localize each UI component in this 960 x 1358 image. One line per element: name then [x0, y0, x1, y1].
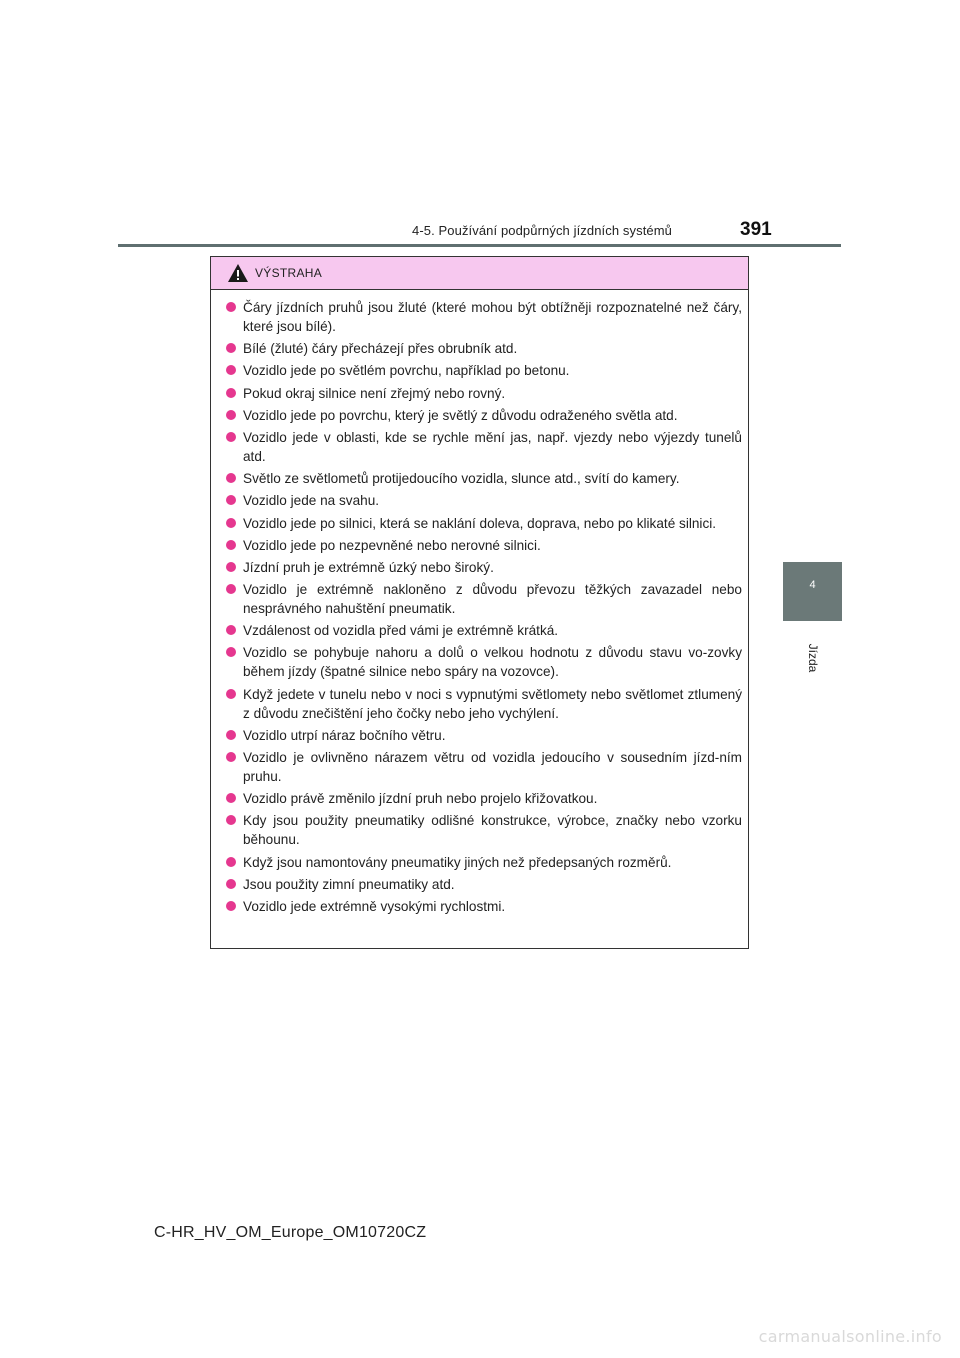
bullet-dot-icon: [226, 815, 236, 825]
bullet-dot-icon: [226, 540, 236, 550]
warning-list-item: [225, 384, 742, 403]
header-section-title: 4-5. Používání podpůrných jízdních systémů: [412, 223, 673, 238]
warning-triangle-icon: [227, 263, 249, 283]
bullet-dot-icon: [226, 388, 236, 398]
warning-list-item: [225, 853, 742, 872]
warning-list-item: [225, 789, 742, 808]
bullet-dot-icon: [226, 495, 236, 505]
warning-list-item: [225, 558, 742, 577]
warning-list-item: [225, 748, 742, 786]
watermark: carmanualsonline.info: [758, 1327, 942, 1346]
bullet-dot-icon: [226, 752, 236, 762]
warning-header: [211, 257, 748, 290]
warning-list-item-text: Vozidlo jede po silnici, která se naklání doleva, doprava, nebo po klikaté silnici.: [243, 515, 717, 531]
document-code: C-HR_HV_OM_Europe_OM10720CZ: [154, 1224, 427, 1241]
warning-list-item: [225, 811, 742, 849]
warning-list-item-text: Bílé (žluté) čáry přecházejí přes obrubník atd.: [243, 341, 518, 357]
bullet-dot-icon: [226, 584, 236, 594]
warning-list-item-text: Čáry jízdních pruhů jsou žluté (které mohou být obtížněji rozpoznatelné než čáry, které jsou bílé).: [243, 300, 742, 334]
warning-list-item-text: Vozidlo se pohybuje nahoru a dolů o velkou hodnotu z důvodu stavu vo-zovky během jízdy (špatné silnice nebo spáry na vozovce).: [243, 645, 742, 680]
warning-list-item-text: Vozidlo jede na svahu.: [243, 493, 380, 509]
warning-title: VÝSTRAHA: [255, 266, 323, 280]
warning-list-item: [225, 298, 742, 336]
bullet-dot-icon: [226, 343, 236, 353]
warning-list-item: [225, 491, 742, 510]
warning-list-item: [225, 897, 742, 916]
warning-list-item-text: Vozidlo je ovlivněno nárazem větru od vozidla jedoucího v sousedním jízd-ním pruhu.: [243, 750, 742, 784]
warning-list-item: [225, 469, 742, 488]
bullet-dot-icon: [226, 365, 236, 375]
bullet-dot-icon: [226, 879, 236, 889]
warning-box: [210, 256, 749, 949]
chapter-side-label-text: Jízda: [806, 643, 820, 673]
warning-list-item: [225, 621, 742, 640]
bullet-dot-icon: [226, 473, 236, 483]
warning-list: [211, 290, 748, 916]
warning-list-item-text: Vozidlo jede extrémně vysokými rychlostmi.: [243, 898, 506, 914]
bullet-dot-icon: [226, 730, 236, 740]
warning-list-item: [225, 361, 742, 380]
page-number: 391: [740, 219, 772, 240]
chapter-tab-number: 4: [809, 579, 816, 591]
bullet-dot-icon: [226, 302, 236, 312]
warning-list-item-text: Jízdní pruh je extrémně úzký nebo široký.: [243, 559, 494, 575]
chapter-side-label: [788, 638, 838, 678]
warning-list-item: [225, 875, 742, 894]
bullet-dot-icon: [226, 689, 236, 699]
warning-list-item-text: Vozidlo je extrémně nakloněno z důvodu převozu těžkých zavazadel nebo nesprávného nahuštění pneumatik.: [243, 582, 742, 617]
bullet-dot-icon: [226, 901, 236, 911]
warning-list-item: [225, 726, 742, 745]
warning-list-item-text: Vozidlo jede po povrchu, který je světlý z důvodu odraženého světla atd.: [243, 407, 678, 423]
warning-list-item: [225, 406, 742, 425]
warning-list-item-text: Kdy jsou použity pneumatiky odlišné konstrukce, výrobce, značky nebo vzorku běhounu.: [243, 813, 742, 848]
warning-list-item: [225, 428, 742, 466]
warning-list-item-text: Vozidlo jede po nezpevněné nebo nerovné silnici.: [243, 537, 541, 553]
warning-list-item: [225, 339, 742, 358]
warning-list-item: [225, 580, 742, 618]
bullet-dot-icon: [226, 793, 236, 803]
warning-list-item-text: Vozidlo utrpí náraz bočního větru.: [243, 727, 446, 743]
bullet-dot-icon: [226, 857, 236, 867]
bullet-dot-icon: [226, 432, 236, 442]
bullet-dot-icon: [226, 518, 236, 528]
warning-list-item-text: Jsou použity zimní pneumatiky atd.: [243, 876, 455, 892]
warning-list-item-text: Vozidlo právě změnilo jízdní pruh nebo projelo křižovatkou.: [243, 791, 598, 807]
warning-list-item-text: Světlo ze světlometů protijedoucího vozidla, slunce atd., svítí do kamery.: [243, 471, 680, 487]
warning-list-item-text: Když jsou namontovány pneumatiky jiných než předepsaných rozměrů.: [243, 854, 672, 870]
warning-list-item: [225, 643, 742, 681]
warning-list-item-text: Vzdálenost od vozidla před vámi je extrémně krátká.: [243, 623, 559, 639]
header-divider: [118, 244, 841, 247]
warning-list-item: [225, 536, 742, 555]
warning-list-item-text: Pokud okraj silnice není zřejmý nebo rovný.: [243, 385, 506, 401]
chapter-tab: [783, 562, 842, 621]
warning-list-item: [225, 514, 742, 533]
bullet-dot-icon: [226, 625, 236, 635]
bullet-dot-icon: [226, 562, 236, 572]
bullet-dot-icon: [226, 647, 236, 657]
warning-list-item-text: Když jedete v tunelu nebo v noci s vypnutými světlomety nebo světlomet ztlumený z důvodu znečištění jeho čočky nebo jeho vychýlení.: [243, 686, 742, 721]
bullet-dot-icon: [226, 410, 236, 420]
warning-list-item: [225, 685, 742, 723]
warning-list-item-text: Vozidlo jede po světlém povrchu, například po betonu.: [243, 363, 570, 379]
warning-list-item-text: Vozidlo jede v oblasti, kde se rychle mění jas, např. vjezdy nebo výjezdy tunelů atd.: [243, 429, 742, 464]
